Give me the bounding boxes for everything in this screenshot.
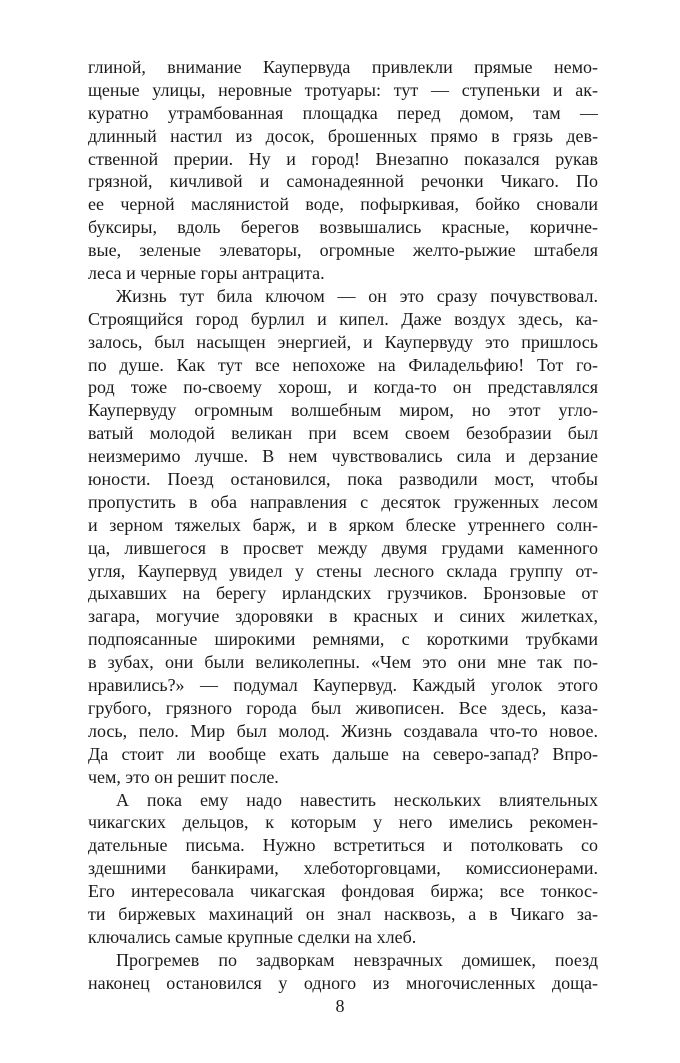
text-line: вые, зеленые элеваторы, огромные желто-рыжие штабеля	[88, 240, 598, 261]
text-line: Его интересовала чикагская фондовая биржа; все тонкос-	[88, 881, 598, 902]
text-line: куратно утрамбованная площадка перед домом, там —	[88, 102, 598, 123]
text-line: грубого, грязного города был живописен. Все здесь, каза-	[88, 697, 598, 718]
text-line: угля, Каупервуд увидел у стены лесного склада группу от-	[88, 560, 598, 581]
text-line: Жизнь тут била ключом — он это сразу почувствовал.	[116, 285, 598, 306]
text-line: и зерном тяжелых барж, и в ярком блеске утреннего солн-	[88, 514, 598, 535]
text-line: Строящийся город бурлил и кипел. Даже воздух здесь, ка-	[88, 308, 598, 329]
paragraph-3	[88, 789, 598, 949]
text-line: дыхавших на берегу ирландских грузчиков. Бронзовые от	[88, 583, 598, 604]
text-line: леса и черные горы антрацита.	[88, 263, 325, 284]
paragraph-2	[88, 285, 598, 789]
text-line: в зубах, они были великолепны. «Чем это они мне так по-	[88, 652, 598, 673]
text-line: ти биржевых махинаций он знал насквозь, а в Чикаго за-	[88, 903, 598, 924]
text-line: нравились?» — подумал Каупервуд. Каждый уголок этого	[88, 675, 598, 696]
text-line: Каупервуду огромным волшебным миром, но этот угло-	[88, 400, 598, 421]
text-line: ключались самые крупные сделки на хлеб.	[88, 926, 417, 947]
text-line: загара, могучие здоровяки в красных и синих жилетках,	[88, 606, 598, 627]
text-line: буксиры, вдоль берегов возвышались красные, коричне-	[88, 217, 598, 238]
text-line: пропустить в оба направления с десяток груженных лесом	[88, 491, 598, 512]
text-line: ственной прерии. Ну и город! Внезапно показался рукав	[88, 148, 598, 169]
text-line: Да стоит ли вообще ехать дальше на северо-запад? Впро-	[88, 743, 598, 764]
text-line: неизмеримо лучше. В нем чувствовались сила и дерзание	[88, 446, 598, 467]
text-line: ватый молодой великан при всем своем безобразии был	[88, 423, 598, 444]
text-line: здешними банкирами, хлеботорговцами, комиссионерами.	[88, 858, 598, 879]
paragraph-4	[88, 949, 598, 995]
text-line: род тоже по-своему хорош, и когда-то он представлялся	[88, 377, 598, 398]
paragraph-1	[88, 56, 598, 285]
text-line: чем, это он решит после.	[88, 766, 279, 787]
text-line: чикагских дельцов, к которым у него имелись рекомен-	[88, 812, 598, 833]
text-line: А пока ему надо навестить нескольких влиятельных	[116, 789, 598, 810]
page-number: 8	[335, 996, 345, 1016]
text-line: дательные письма. Нужно встретиться и потолковать со	[88, 835, 598, 856]
text-line: ее черной маслянистой воде, пофыркивая, бойко сновали	[88, 194, 598, 215]
page-body	[88, 56, 598, 995]
text-line: щеные улицы, неровные тротуары: тут — ступеньки и ак-	[88, 79, 598, 100]
text-line: глиной, внимание Каупервуда привлекли прямые немо-	[88, 57, 598, 77]
text-line: длинный настил из досок, брошенных прямо в грязь дев-	[88, 125, 598, 146]
text-line: по душе. Как тут все непохоже на Филадельфию! Тот го-	[88, 354, 598, 375]
text-line: грязной, кичливой и самонадеянной речонки Чикаго. По	[88, 171, 598, 192]
text-line: лось, пело. Мир был молод. Жизнь создавала что-то новое.	[88, 720, 598, 741]
text-line: залось, был насыщен энергией, и Каупервуду это пришлось	[88, 331, 598, 352]
text-line: наконец остановился у одного из многочисленных доща-	[88, 972, 598, 993]
text-line: Прогремев по задворкам невзрачных домишек, поезд	[116, 949, 598, 970]
text-line: подпоясанные широкими ремнями, с короткими трубками	[88, 629, 598, 650]
text-line: ца, лившегося в просвет между двумя грудами каменного	[88, 537, 598, 558]
text-line: юности. Поезд остановился, пока разводили мост, чтобы	[88, 469, 598, 490]
